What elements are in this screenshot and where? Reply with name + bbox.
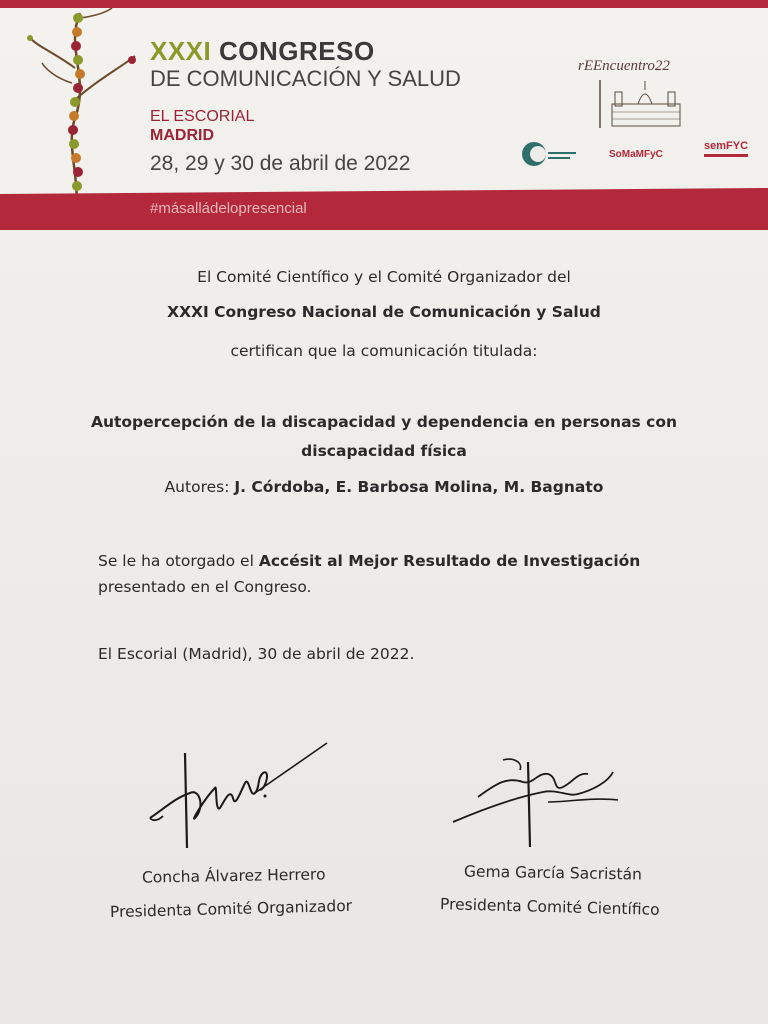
signer-right-name: Gema García Sacristán bbox=[463, 862, 643, 884]
venue-city: MADRID bbox=[150, 127, 214, 144]
semfyc-logo bbox=[704, 140, 748, 157]
place-and-date: El Escorial (Madrid), 30 de abril de 2022. bbox=[98, 645, 415, 663]
signature-right-icon bbox=[448, 752, 628, 852]
authors-line bbox=[0, 478, 768, 496]
award-name: Accésit al Mejor Resultado de Investigación bbox=[258, 552, 641, 570]
hashtag-text: #másalládelopresencial bbox=[150, 200, 307, 217]
congress-title-line2: DE COMUNICACIÓN Y SALUD bbox=[150, 66, 461, 91]
award-suffix: presentado en el Congreso. bbox=[98, 578, 312, 596]
signer-left-role: Presidenta Comité Organizador bbox=[109, 896, 353, 922]
congress-dates: 28, 29 y 30 de abril de 2022 bbox=[150, 152, 411, 175]
signer-left-name: Concha Álvarez Herrero bbox=[141, 865, 326, 887]
certify-line: certifican que la comunicación titulada: bbox=[230, 342, 538, 360]
congress-title-line1 bbox=[150, 36, 375, 67]
intro-line: El Comité Científico y el Comité Organizador del bbox=[197, 268, 571, 286]
edition-number: XXXI bbox=[150, 36, 212, 66]
certificate-header bbox=[0, 8, 768, 188]
award-prefix: Se le ha otorgado el bbox=[98, 552, 254, 570]
signature-left-icon bbox=[145, 738, 340, 856]
authors-label: Autores: bbox=[164, 478, 230, 496]
venue-town: EL ESCORIAL bbox=[150, 108, 255, 125]
award-paragraph bbox=[98, 548, 718, 600]
somamfyc-logo: SoMaMFyC bbox=[609, 149, 663, 160]
communication-title-line2: discapacidad física bbox=[301, 442, 467, 460]
sociedad-logo-icon bbox=[520, 140, 580, 170]
monastery-illustration-icon bbox=[590, 78, 685, 133]
semfyc-logo-bar bbox=[704, 154, 748, 157]
top-red-strip bbox=[0, 0, 768, 8]
hashtag-banner bbox=[0, 188, 768, 230]
signer-right-role: Presidenta Comité Científico bbox=[439, 895, 660, 919]
semfyc-logo-text: semFYC bbox=[704, 140, 749, 152]
congress-word: CONGRESO bbox=[218, 36, 375, 66]
authors-names: J. Córdoba, E. Barbosa Molina, M. Bagnato bbox=[234, 478, 604, 496]
communication-title-line1: Autopercepción de la discapacidad y dependencia en personas con bbox=[90, 413, 678, 431]
reencuentro-logo-text: rEEncuentro22 bbox=[578, 58, 670, 74]
congress-full-name: XXXI Congreso Nacional de Comunicación y Salud bbox=[167, 303, 601, 321]
